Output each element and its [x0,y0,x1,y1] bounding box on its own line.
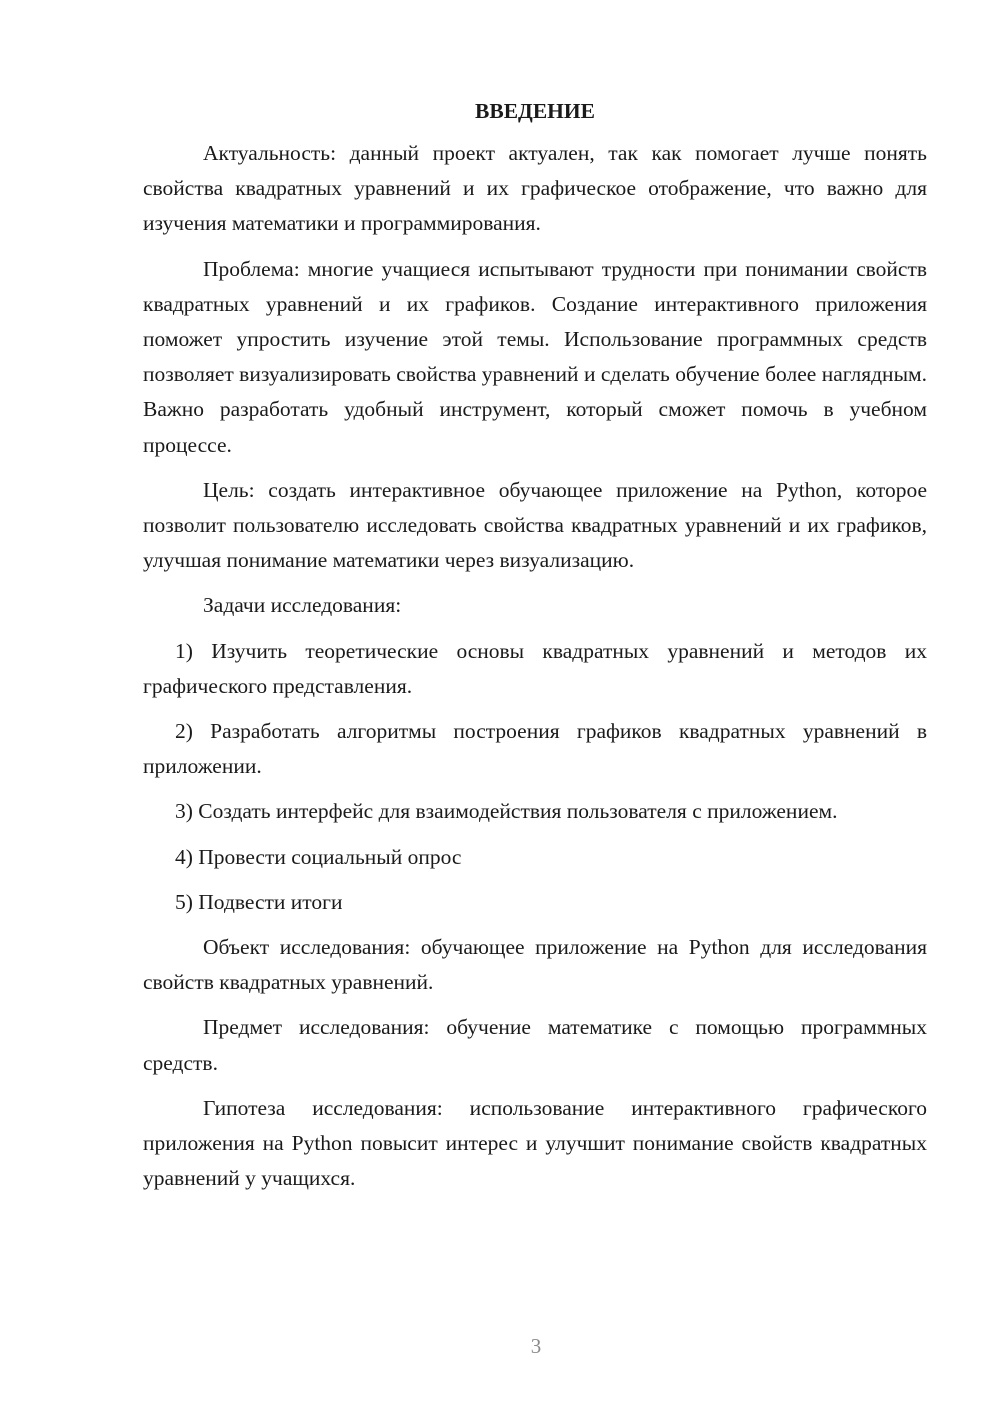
tasks-heading: Задачи исследования: [203,593,402,618]
task-item: 4) Провести социальный опрос [175,844,462,869]
task-item: 3) Создать интерфейс для взаимодействия пользователя с приложением. [175,799,838,824]
task-item: 5) Подвести итоги [175,889,343,914]
paragraph-relevance: Актуальность: данный проект актуален, так как помогает лучше понять свойства квадратных уравнений и их графическое отображение, что важно для изучения математики и программирования. [143,141,927,236]
task-item: 2) Разработать алгоритмы построения графиков квадратных уравнений в приложении. [143,719,927,779]
page-number: 3 [530,1334,542,1358]
page-content [143,96,927,1206]
task-item: 1) Изучить теоретические основы квадратных уравнений и методов их графического представления. [143,638,927,698]
paragraph-goal: Цель: создать интерактивное обучающее приложение на Python, которое позволит пользователю исследовать свойства квадратных уравнений и их графиков, улучшая понимание математики через визуализацию. [143,477,927,573]
paragraph-subject: Предмет исследования: обучение математике с помощью программных средств. [143,1015,927,1075]
paragraph-problem: Проблема: многие учащиеся испытывают трудности при понимании свойств квадратных уравнений и их графиков. Создание интерактивного приложения поможет упростить изучение этой темы. Использование программных средств позволяет визуализировать свойства уравнений и сделать обучение более наглядным. Важно разработать удобный инструмент, который сможет помочь в учебном процессе. [143,256,927,457]
paragraph-hypothesis: Гипотеза исследования: использование интерактивного графического приложения на Python повысит интерес и улучшит понимание свойств квадратных уравнений у учащихся. [143,1095,927,1191]
section-title: ВВЕДЕНИЕ [475,99,595,123]
paragraph-object: Объект исследования: обучающее приложение на Python для исследования свойств квадратных уравнений. [143,935,927,995]
